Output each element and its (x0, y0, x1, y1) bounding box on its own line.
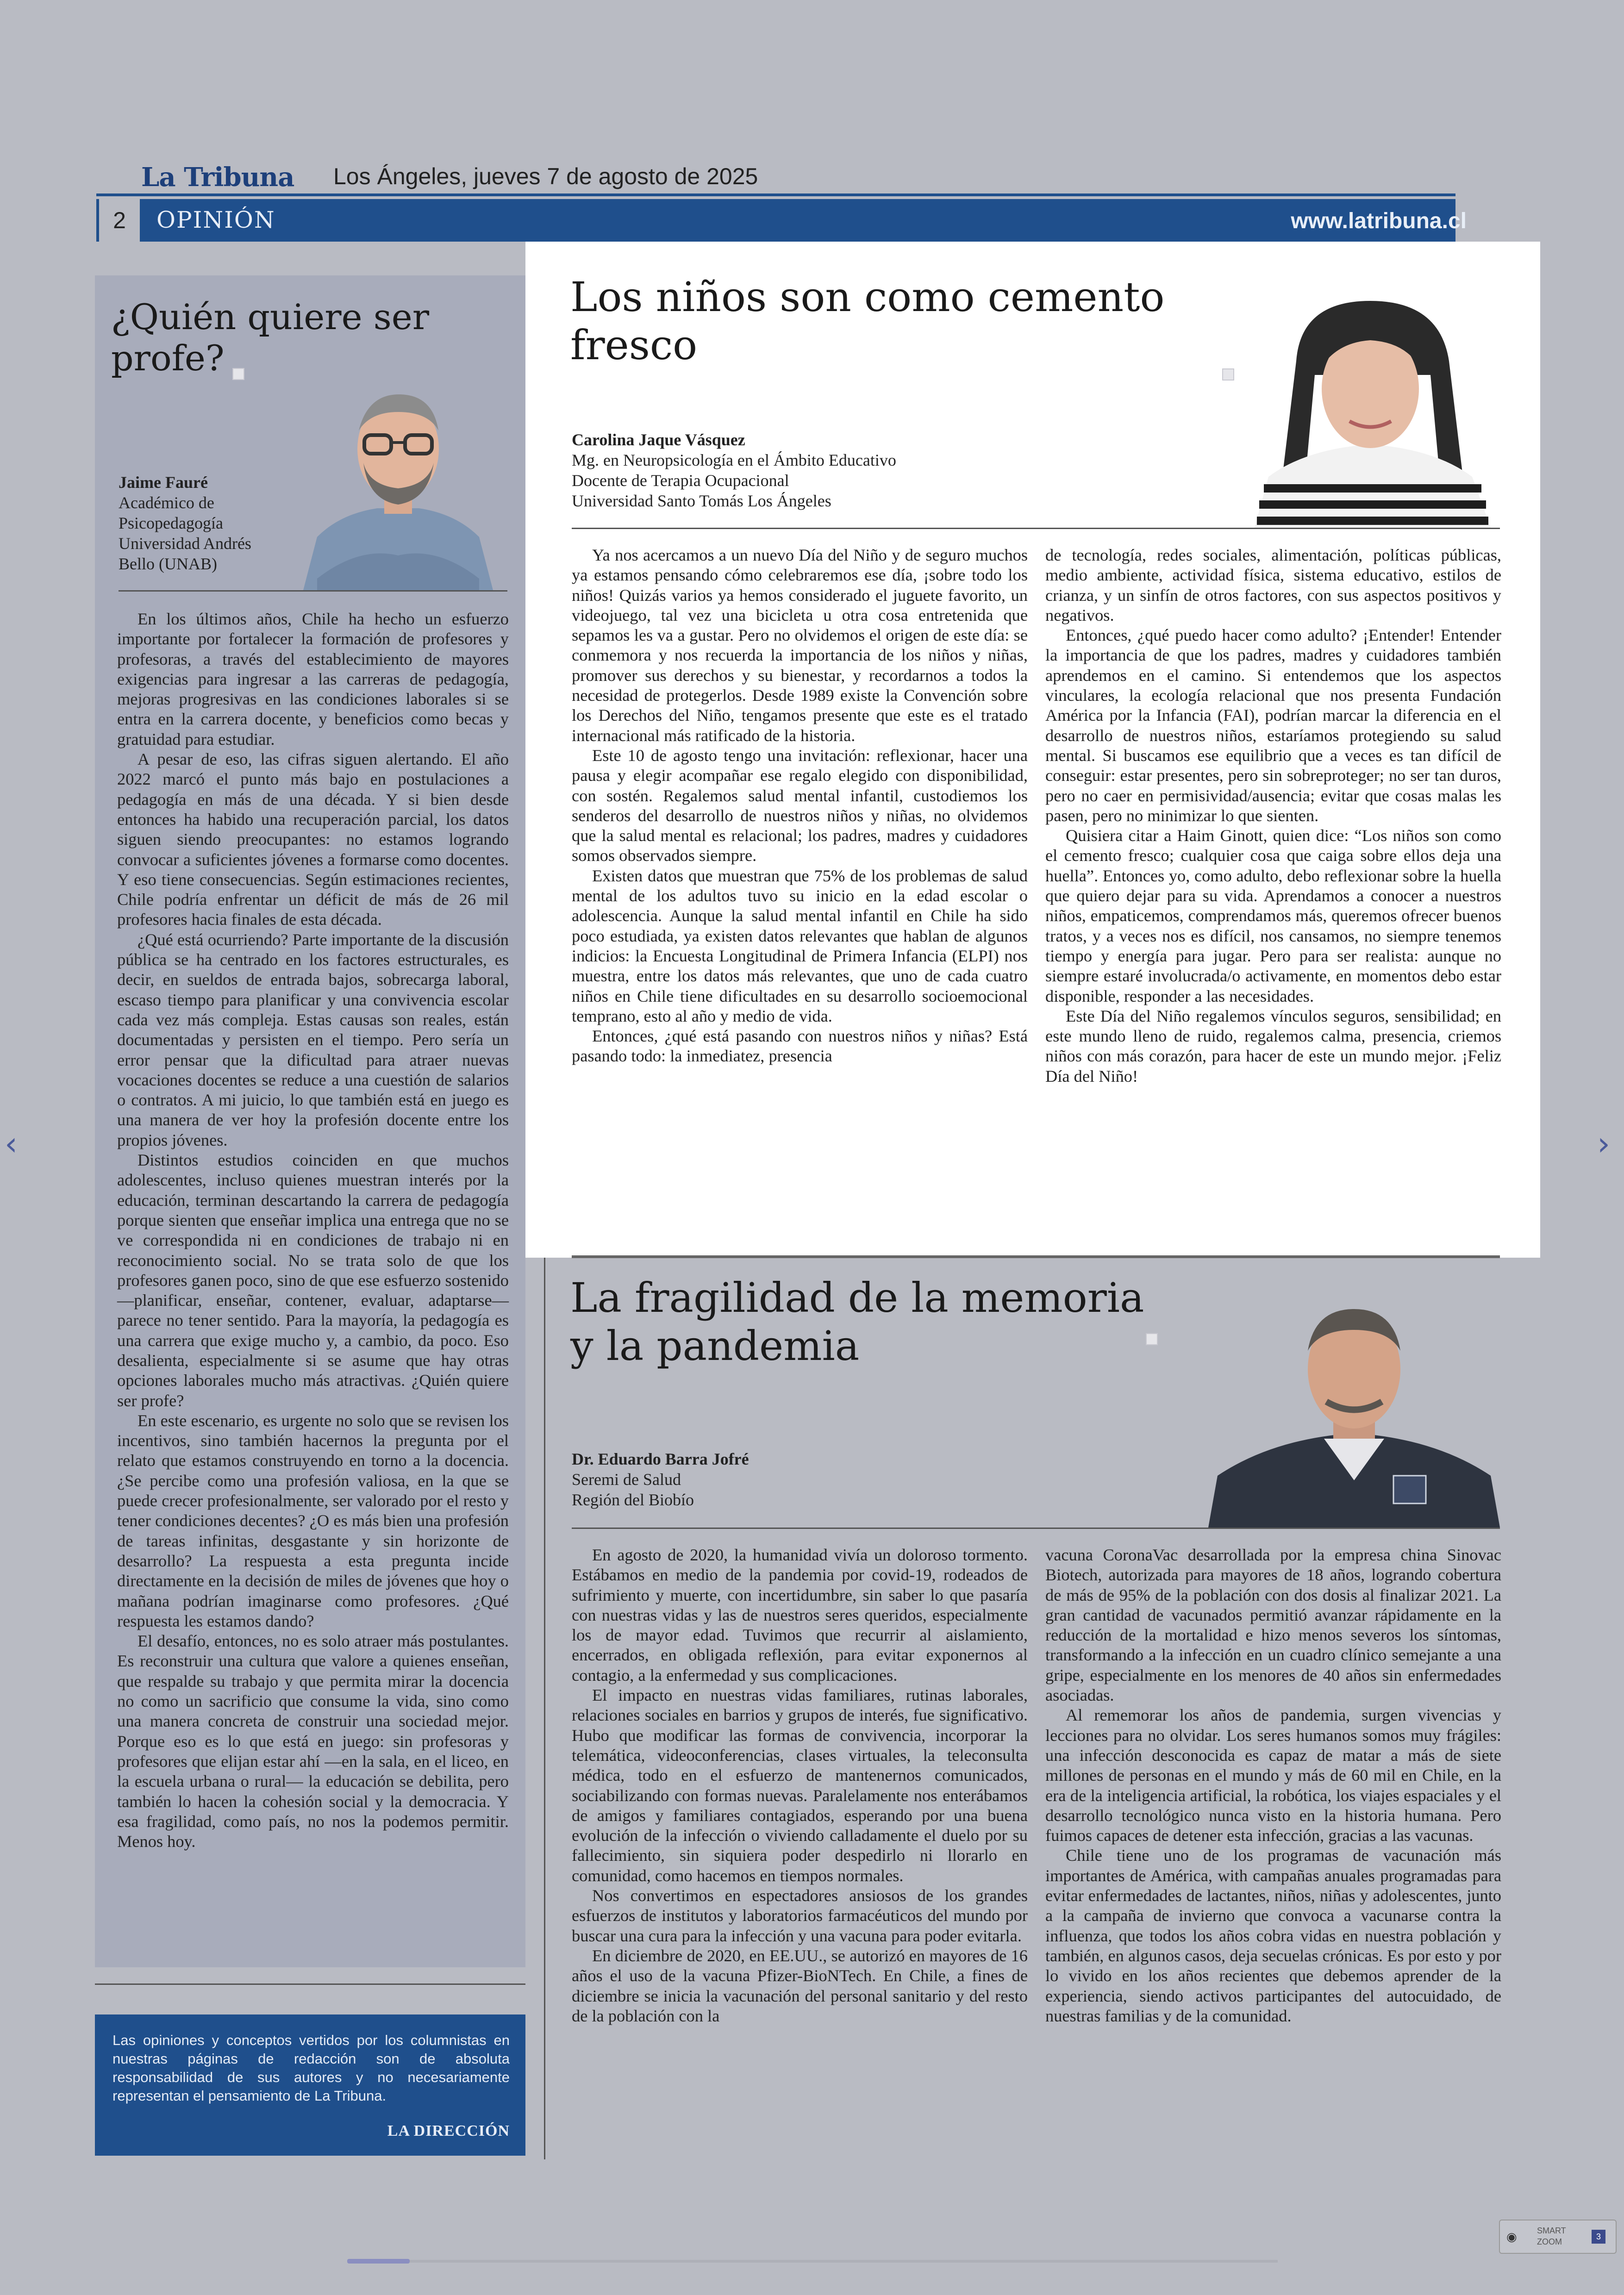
image-marker-icon (1222, 368, 1234, 380)
divider (119, 590, 507, 592)
page-scrollbar[interactable] (347, 2260, 1278, 2263)
paragraph: En agosto de 2020, la humanidad vivía un doloroso tormento. Estábamos en medio de la pandemia por covid-19, rodeados de sufrimiento y muerte, con incertidumbre, sin saber lo que pasaría con nuestras vidas y las de nuestros seres queridos, especialmente los de mayor edad. Tuvimos que recurrir al aislamiento, encerrados, en obligada reflexión, para evitar exponernos al contagio, a la enfermedad y sus complicaciones. (572, 1546, 1028, 1684)
section-bar (96, 199, 1455, 242)
divider (95, 1983, 525, 1985)
paragraph: Nos convertimos en espectadores ansiosos de los grandes esfuerzos de institutos y laboratorios farmacéuticos del mundo por buscar una cura para la infección y una vacuna para poder evitarla. (572, 1886, 1028, 1945)
paragraph: de tecnología, redes sociales, alimentación, políticas públicas, medio ambiente, actividad física, sistema educativo, estilos de crianza, y un sinfín de otros factores, con sus aspectos positivos y negativos. (1045, 546, 1501, 624)
paragraph: En los últimos años, Chile ha hecho un esfuerzo importante por fortalecer la formación de profesores y profesoras, a través del establecimiento de mayores exigencias para ingresar a las carreras de pedagogía, mejoras progresivas en las condiciones laborales si se entra en la carrera docente, y beneficios como becas y gratuidad para estudiar. (117, 610, 509, 748)
eye-icon: ◉ (1506, 2230, 1517, 2244)
paragraph: Este 10 de agosto tengo una invitación: reflexionar, hacer una pausa y elegir acompañar ese regalo elegido con disponibilidad, con sostén. Regalemos salud mental infantil, custodiemos los senderos del desarrollo de nuestros niños y niñas, no olvidemos que la salud mental es relacional; los padres, madres y cuidadores somos observados siempre. (572, 746, 1028, 865)
author-name: Carolina Jaque Vásquez (572, 430, 745, 449)
author-photo (289, 361, 507, 590)
paragraph: El impacto en nuestras vidas familiares, rutinas laborales, relaciones sociales en barrios y grupos de interés, fue significativo. Hubo que modificar las formas de convivencia, incorporar la telemática, videoconferencias, clases virtuales, la teleconsulta médica, todo en el esfuerzo de mantenernos comunicados, sociabilizando con formas nuevas. Paralelamente nos enterábamos de amigos y familiares contagiados, esperando por una buena evolución de la infección o viviendo calladamente el duelo por su fallecimiento, sin siquiera poder despedirlo ni llorarlo en comunidad, como hacemos en tiempos normales. (572, 1686, 1028, 1885)
paragraph: Entonces, ¿qué está pasando con nuestros niños y niñas? Está pasando todo: la inmediatez, presencia (572, 1027, 1028, 1066)
paragraph: En este escenario, es urgente no solo que se revisen los incentivos, sino también hacernos la pregunta por el relato que estamos construyendo en torno a la docencia. ¿Se percibe como una profesión valiosa, en la que se puede crecer profesionalmente, ser valorado por el resto y tener condiciones decentes? ¿O es más bien una profesión de tareas infinitas, desgastante y sin horizonte de desarrollo? La respuesta a esta pregunta incide directamente en la decisión de miles de jóvenes que hoy o mañana podrían imaginarse como profesores. ¿Qué respuesta les estamos dando? (117, 1411, 509, 1630)
bottom-article-title (570, 1274, 1218, 1370)
dateline: Los Ángeles, jueves 7 de agosto de 2025 (333, 163, 758, 189)
title-line: La fragilidad de la memoria (570, 1274, 1144, 1322)
author-name: Dr. Eduardo Barra Jofré (572, 1450, 749, 1468)
author-name: Jaime Fauré (119, 473, 208, 492)
paragraph: El desafío, entonces, no es solo atraer más postulantes. Es reconstruir una cultura que valore a quienes enseñan, que respalde su trabajo y que permita mirar la docencia no como un sacrificio que consume la vida, sino como una manera concreta de construir una sociedad mejor. Porque eso es lo que está en juego: sin profesoras y profesores que elijan estar ahí —en la sala, en el liceo, en la escuela urbana o rural— la educación se debilita, pero también lo hacen la cohesión social y la democracia. Y esa fragilidad, como país, no nos la podemos permitir. Menos hoy. (117, 1632, 509, 1851)
author-line: Docente de Terapia Ocupacional (572, 471, 789, 490)
disclaimer-text: Las opiniones y conceptos vertidos por los columnistas en nuestras páginas de redacción son de absoluta responsabilidad de sus autores y no necesariamente representan el pensamiento de La Tribuna. (112, 2032, 510, 2104)
zoom-label: ZOOM (1537, 2237, 1562, 2246)
image-marker-icon (1146, 1333, 1158, 1345)
main-article-col-1 (572, 545, 1028, 1066)
paragraph: Este Día del Niño regalemos vínculos seguros, sensibilidad; en este mundo lleno de ruido, regalemos calma, presencia, criemos niños con más corazón, para hacer de este un mundo mejor. ¡Feliz Día del Niño! (1045, 1006, 1501, 1085)
paragraph: ¿Qué está ocurriendo? Parte importante de la discusión pública se ha centrado en los factores estructurales, es decir, en sueldos de entrada bajos, sobrecarga laboral, escaso tiempo para planificar y una convivencia escolar cada vez más compleja. Estas causas son reales, están documentadas y persisten en el tiempo. Pero sería un error pensar que la dificultad para atraer nuevas vocaciones docentes se reduce a una cuestión de salarios o contratos. A mi juicio, lo que también está en juego es una manera de ver hoy la profesión docente entre los propios jóvenes. (117, 930, 509, 1149)
zoom-badge: 3 (1592, 2230, 1605, 2244)
divider (572, 1528, 1500, 1529)
bottom-article-col-2 (1045, 1545, 1501, 2026)
author-line: Universidad Andrés (119, 534, 251, 553)
paragraph: Quisiera citar a Haim Ginott, quien dice: “Los niños son como el cemento fresco; cualquier cosa que caiga sobre ellos deja una huella”. Entonces yo, como adulto, debo reflexionar sobre la huella que quiero dejar para su vida. Aprendamos a conocer a nuestros niños, empaticemos, comprendamos más, queremos ofrecer buenos tratos, y a veces nos es difícil, nos cansamos, no siempre tenemos tiempo y energía para jugar. Pero para ser realista: aunque no siempre estaré involucrada/o activamente, en momentos debo estar disponible, responder a las necesidades. (1045, 826, 1501, 1005)
paragraph: Existen datos que muestran que 75% de los problemas de salud mental de los adultos tuvo su inicio en la edad escolar o adolescencia. Aunque la salud mental infantil en Chile ha sido poco estudiada, ya existen datos relevantes que hablan de algunos indicios: la Encuesta Longitudinal de Primera Infancia (ELPI) nos muestra, entre los datos más relevantes, que uno de cada cuatro niños en Chile tiene dificultades en su desarrollo socioemocional temprano, esto al año y medio de vida. (572, 866, 1028, 1025)
author-photo (1245, 282, 1500, 528)
paragraph: Ya nos acercamos a un nuevo Día del Niño y de seguro muchos ya estamos pensando cómo celebraremos ese día, ¡sobre todo los niños! Quizás varios ya hemos considerado el juguete favorito, un videojuego, tal vez una bicicleta u otra cosa entretenida que sepamos les va a gustar. Pero no olvidemos el origen de este día: se conmemora y nos recuerda la importancia de los niños y niñas, promover sus derechos y su bienestar, y recordarnos a todos la necesidad de protegerlos. Desde 1989 existe la Convención sobre los Derechos del Niño, tengamos presente que este es el tratado internacional más ratificado de la historia. (572, 546, 1028, 745)
paragraph: En diciembre de 2020, en EE.UU., se autorizó en mayores de 16 años el uso de la vacuna Pfizer-BioNTech. En Chile, a fines de diciembre se inicia la vacunación del personal sanitario y del resto de la población con la (572, 1946, 1028, 2025)
disclaimer-signature: LA DIRECCIÓN (387, 2122, 510, 2139)
masthead-logo: La Tribuna (141, 162, 294, 193)
author-line: Mg. en Neuropsicología en el Ámbito Educativo (572, 451, 896, 469)
author-line: Bello (UNAB) (119, 555, 217, 573)
scrollbar-thumb[interactable] (347, 2259, 410, 2264)
paragraph: Distintos estudios coinciden en que muchos adolescentes, incluso quienes muestran interés por la educación, terminan descartando la carrera de pedagogía porque sienten que enseñar implica una entrega que no se ve correspondida ni en condiciones de trabajo ni en reconocimiento social. No se trata solo de que los profesores ganen poco, sino de que ese esfuerzo sostenido —planificar, enseñar, contener, evaluar, adaptarse— parece no tener sentido. Para la mayoría, la pedagogía es una carrera que exige mucho y, a cambio, da poco. Eso desalienta, especialmente si se asume que hay otras opciones laborales mucho más atractivas. ¿Quién quiere ser profe? (117, 1151, 509, 1410)
main-article-title: Los niños son como cemento fresco (570, 273, 1165, 369)
paragraph: Entonces, ¿qué puedo hacer como adulto? ¡Entender! Entender la importancia de que los padres, madres y cuidadores también aprendemos en el camino. Si entendemos que los aspectos vinculares, la ecología relacional que nos presenta Fundación América por la Infancia (FAI), podrían marcar la diferencia en el desarrollo de nuestros niños, estaríamos protegiendo su salud mental. Si buscamos ese equilibrio que a veces es tan difícil de conseguir: estar presentes, pero sin sobreproteger; no ser tan duros, pero no caer en permisividad/ausencia; evitar que cosas malas les pasen, pero no minimizar lo que sienten. (1045, 626, 1501, 825)
author-line: Seremi de Salud (572, 1470, 681, 1489)
header-rule (96, 193, 1455, 196)
left-article-body (117, 609, 509, 1852)
bottom-article-author (572, 1449, 1174, 1510)
author-line: Psicopedagogía (119, 514, 223, 532)
chevron-left-icon[interactable]: ‹ (5, 1125, 18, 1163)
left-article-title: ¿Quién quiere ser profe? (111, 296, 430, 379)
paragraph: Al rememorar los años de pandemia, surgen vivencias y lecciones para no olvidar. Los seres humanos somos muy frágiles: una infección desconocida es capaz de matar a más de siete millones de personas en el mundo y más de 60 mil en Chile, en la era de la inteligencia artificial, la robótica, los viajes espaciales y el desarrollo tecnológico nunca visto en la historia humana. Pero fuimos capaces de detener esta infección, gracias a las vacunas. (1045, 1706, 1501, 1845)
main-article-col-2 (1045, 545, 1501, 1086)
main-article-author (572, 430, 1174, 511)
left-article-author (119, 472, 294, 574)
chevron-right-icon[interactable]: › (1597, 1125, 1610, 1163)
divider (572, 1255, 1500, 1258)
smart-zoom-button[interactable] (1499, 2220, 1617, 2254)
disclaimer-box (95, 2014, 525, 2156)
section-title: OPINIÓN (156, 206, 275, 233)
author-line: Universidad Santo Tomás Los Ángeles (572, 492, 831, 510)
author-line: Académico de (119, 493, 214, 512)
author-line: Región del Biobío (572, 1491, 694, 1509)
zoom-label: SMART (1537, 2226, 1566, 2235)
paragraph: A pesar de eso, las cifras siguen alertando. El año 2022 marcó el punto más bajo en postulaciones a pedagogía en más de una década. Y si bien desde entonces ha habido una recuperación parcial, los datos siguen siendo preocupantes: no estamos logrando convocar a suficientes jóvenes a formarse como docentes. Y eso tiene consecuencias. Según estimaciones recientes, Chile podría enfrentar un déficit de más de 26 mil profesores hacia finales de esta década. (117, 750, 509, 929)
divider (572, 528, 1500, 529)
author-photo (1208, 1286, 1500, 1528)
page-number: 2 (96, 199, 140, 242)
bottom-article-col-1 (572, 1545, 1028, 2026)
website-link[interactable]: www.latribuna.cl (1291, 209, 1467, 233)
title-line: y la pandemia (570, 1322, 860, 1370)
paragraph: vacuna CoronaVac desarrollada por la empresa china Sinovac Biotech, autorizada para mayores de 18 años, logrando cobertura de más de 95% de la población con dos dosis al finalizar 2021. La gran cantidad de vacunados permitió avanzar rápidamente en la reducción de la mortalidad e hizo menos severos los síntomas, transformando a la infección en un cuadro clínico semejante a una gripe, especialmente en los menores de 40 años sin enfermedades asociadas. (1045, 1546, 1501, 1705)
image-marker-icon (232, 368, 244, 380)
paragraph: Chile tiene uno de los programas de vacunación más importantes de América, with campañas anuales programadas para evitar enfermedades de lactantes, niños, niñas y adolescentes, junto a la campaña de invierno que convoca a vacunarse contra la influenza, que todos los años cobra vidas en nuestra población y también, en algunos casos, deja secuelas crónicas. Es por esto y por lo vivido en los años recientes que debemos aprender de la experiencia, siendo activos participantes del autocuidado, de nuestras familias y de la comunidad. (1045, 1846, 1501, 2025)
